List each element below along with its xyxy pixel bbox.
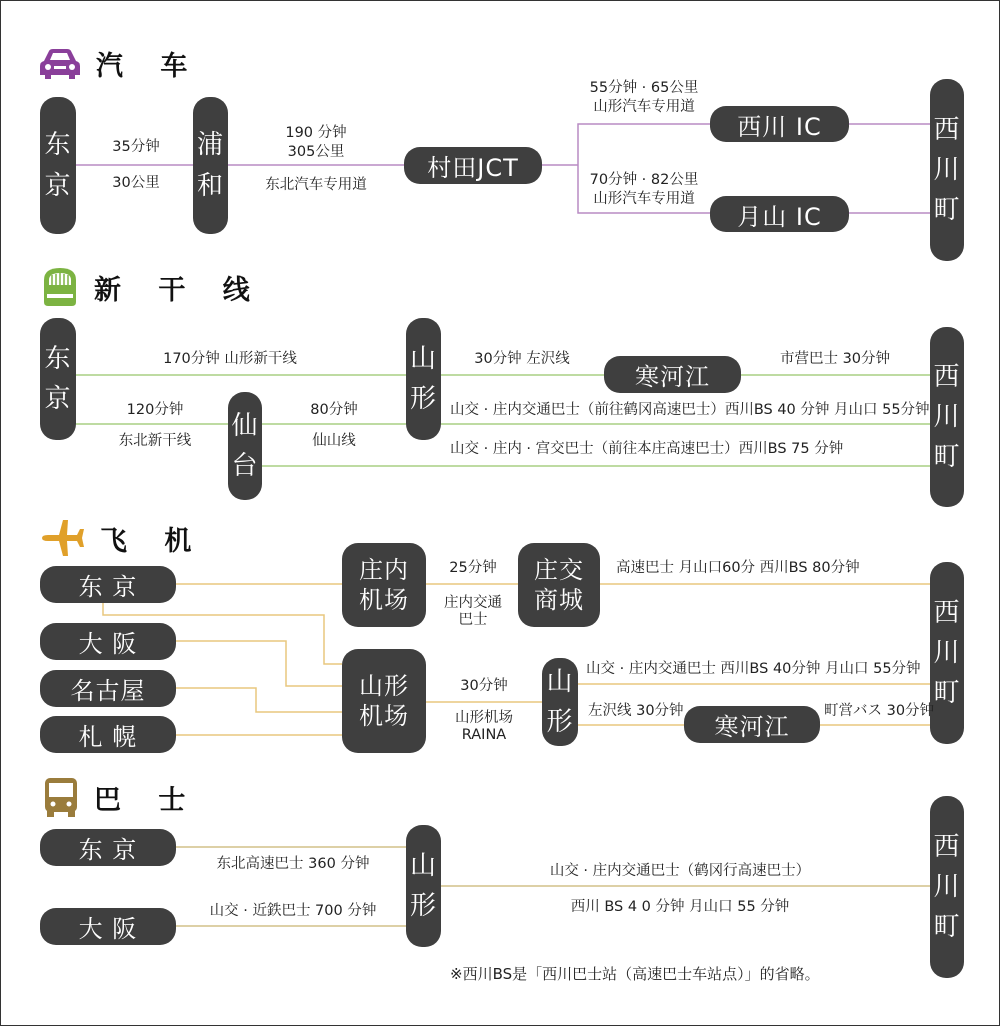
car-node-urawa [193,97,228,234]
char: 浦 [196,130,224,161]
plane-section-title: 飞 机 [100,525,206,557]
shinkansen-section-title: 新 干 线 [94,274,264,306]
char: 町 [933,442,961,473]
char: 西 [933,361,961,392]
char: 形 [409,384,437,414]
shinkansen-sendai-yamagata-time: 80分钟 [310,402,358,418]
shinkansen-node-sendai [228,392,262,500]
plane-airport-yamagata-time: 30分钟 [460,678,508,694]
plane-sagae-town: 町営バス 30分钟 [824,703,935,719]
char: 西 [933,114,961,145]
bus-node-yamagata [406,825,441,947]
shinkansen-node-sagae: 寒河江 [604,356,741,393]
car-urawa-murata-road: 东北汽车专用道 [265,177,367,193]
bus-yamagata-town-operator: 山交 · 庄内交通巴士（鹤冈行高速巴士） [549,863,811,879]
char: 山 [409,850,437,881]
char: 京 [44,170,72,201]
car-node-gassan-ic: 月山 IC [710,196,849,232]
char: 仙 [231,410,259,441]
plane-airport-yamagata-route: 山形机场 [455,710,513,726]
shinkansen-node-tokyo [40,318,76,440]
footnote: ※西川BS是「西川巴士站（高速巴士车站点）」的省略。 [450,965,820,983]
shinkansen-yamagata-sagae: 30分钟 左沢线 [474,351,570,367]
plane-section-header [40,518,205,558]
char: 川 [933,401,961,432]
text-line: 庄交 [534,556,584,584]
shinkansen-tokyo-sendai-time: 120分钟 [126,402,184,418]
char: 形 [409,891,437,921]
car-icon [38,47,82,81]
shinkansen-sendai-bus: 山交 · 庄内 · 宫交巴士（前往本庄高速巴士）西川BS 75 分钟 [450,441,844,457]
car-to-gassan-ic-time: 70分钟 · 82公里 [589,172,699,188]
car-section-title: 汽 车 [96,51,202,82]
char: 西 [933,831,961,862]
bus-section-title: 巴 士 [94,784,200,816]
plane-node-sagae: 寒河江 [684,706,820,743]
bus-node-tokyo: 东 京 [40,829,176,866]
char: 东 [44,343,72,374]
plane-node-yamagata [542,658,578,746]
shinkansen-node-nishikawa-town [930,327,964,507]
airplane-icon [40,518,86,558]
char: 川 [933,154,961,185]
car-tokyo-urawa-time: 35分钟 [112,139,160,155]
text-line: 机场 [359,702,409,730]
plane-shonai-shoko-bus: 庄内交通 [444,595,502,611]
char: 川 [933,871,961,902]
bus-node-nishikawa-town [930,796,964,978]
char: 西 [933,597,961,628]
plane-node-shoko-mall [518,543,600,627]
plane-node-osaka: 大 阪 [40,623,176,660]
char: 川 [933,637,961,668]
plane-shoko-town: 高速巴士 月山口60分 西川BS 80分钟 [616,560,860,576]
char: 町 [933,195,961,226]
car-to-nishikawa-ic-time: 55分钟 · 65公里 [589,80,699,96]
bus-section-header [42,776,199,818]
char: 台 [231,451,259,481]
char: 京 [44,384,72,414]
char: 形 [546,707,574,737]
plane-node-yamagata-airport [342,649,426,753]
car-section-header [38,44,201,83]
plane-node-sapporo: 札 幌 [40,716,176,753]
char: 东 [44,130,72,161]
car-urawa-murata-time: 190 分钟 [285,125,347,141]
bus-node-osaka: 大 阪 [40,908,176,945]
plane-shonai-shoko-time: 25分钟 [449,560,497,576]
shinkansen-tokyo-yamagata: 170分钟 山形新干线 [163,351,297,367]
text-line: 山形 [359,672,409,700]
plane-node-tokyo: 东 京 [40,566,176,603]
char: 山 [546,666,574,697]
plane-yamagata-town: 山交 · 庄内交通巴士 西川BS 40分钟 月山口 55分钟 [586,661,921,677]
plane-node-nishikawa-town [930,562,964,744]
bus-icon [42,776,80,818]
shinkansen-sendai-yamagata-line: 仙山线 [312,433,356,449]
plane-shonai-shoko-bus-2: 巴士 [458,612,488,628]
car-node-tokyo [40,97,76,234]
bus-tokyo-yamagata: 东北高速巴士 360 分钟 [216,856,370,872]
shinkansen-section-header [40,266,264,308]
shinkansen-tokyo-sendai-line: 东北新干线 [118,433,192,449]
shinkansen-sagae-town: 市营巴士 30分钟 [779,351,891,367]
plane-node-nagoya: 名古屋 [40,670,176,707]
plane-airport-yamagata-route-2: RAINA [461,727,507,743]
car-urawa-murata-distance: 305公里 [287,144,345,160]
car-to-nishikawa-ic-road: 山形汽车专用道 [593,99,695,115]
char: 和 [196,170,224,201]
bus-osaka-yamagata: 山交 · 近鉄巴士 700 分钟 [209,903,377,919]
car-node-nishikawa-town [930,79,964,261]
car-node-nishikawa-ic: 西川 IC [710,106,849,142]
plane-yamagata-sagae: 左沢线 30分钟 [588,703,684,719]
shinkansen-yamagata-bus: 山交 · 庄内交通巴士（前往鹤冈高速巴士）西川BS 40 分钟 月山口 55分钟 [450,402,930,418]
bus-yamagata-town-time: 西川 BS 4 0 分钟 月山口 55 分钟 [570,899,790,915]
char: 町 [933,678,961,709]
char: 山 [409,343,437,374]
car-to-gassan-ic-road: 山形汽车专用道 [593,191,695,207]
shinkansen-node-yamagata [406,318,441,440]
shinkansen-train-icon [40,266,80,308]
text-line: 商城 [534,586,584,614]
plane-node-shonai-airport [342,543,426,627]
car-tokyo-urawa-distance: 30公里 [112,175,160,191]
text-line: 庄内 [359,556,409,584]
char: 町 [933,912,961,943]
text-line: 机场 [359,586,409,614]
car-node-murata-jct: 村田JCT [404,147,542,184]
